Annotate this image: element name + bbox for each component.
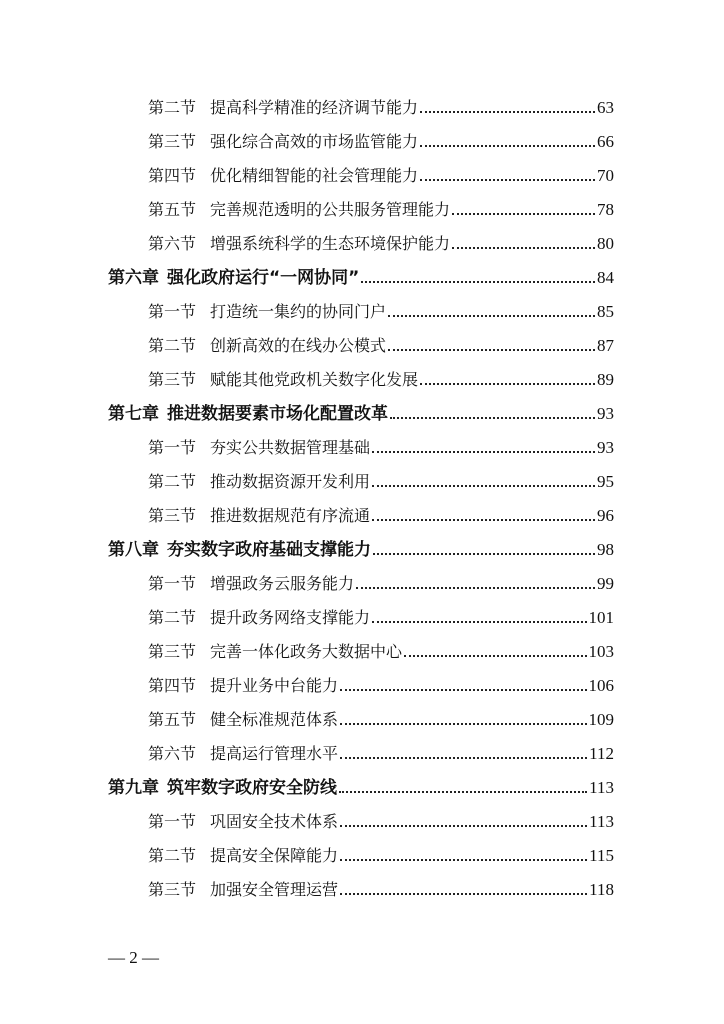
toc-entry-page: 93 (597, 438, 614, 457)
toc-entry[interactable] (0, 634, 724, 668)
toc-entry-title: 提高安全保障能力 (210, 846, 339, 865)
toc-entry-title: 推进数据规范有序流通 (210, 506, 371, 525)
toc-entry-title: 提升政务网络支撑能力 (210, 608, 371, 627)
toc-entry-page: 80 (597, 234, 614, 253)
toc-entry-title: 夯实公共数据管理基础 (210, 438, 371, 457)
toc-entry-page: 95 (597, 472, 614, 491)
toc-entry-page: 96 (597, 506, 614, 525)
toc-entry-label (148, 707, 338, 730)
toc-entry-page: 118 (589, 880, 614, 899)
toc-entry-label (108, 535, 371, 560)
dot-leader (373, 553, 595, 555)
dot-leader (340, 757, 587, 759)
toc-chapter-entry[interactable] (0, 260, 724, 294)
toc-entry-number: 第二节 (148, 608, 197, 627)
toc-entry[interactable] (0, 192, 724, 226)
toc-entry-page: 89 (597, 370, 614, 389)
toc-entry[interactable] (0, 226, 724, 260)
toc-entry-number: 第一节 (148, 574, 197, 593)
toc-entry-label (108, 773, 337, 798)
toc-chapter-title: 夯实数字政府基础支撑能力 (167, 540, 371, 560)
toc-entry[interactable] (0, 702, 724, 736)
toc-entry-label (148, 673, 338, 696)
toc-entry[interactable] (0, 498, 724, 532)
toc-entry-page: 106 (588, 676, 614, 695)
toc-entry-page: 99 (597, 574, 614, 593)
toc-entry-title: 加强安全管理运营 (210, 880, 339, 899)
toc-entry-number: 第三节 (148, 132, 197, 151)
toc-entry-page: 101 (588, 608, 614, 627)
toc-entry-number: 第四节 (148, 166, 197, 185)
toc-entry-number: 第三节 (148, 642, 197, 661)
dot-leader (404, 655, 586, 657)
dot-leader (388, 315, 595, 317)
toc-entry-page: 66 (597, 132, 614, 151)
dot-leader (340, 825, 587, 827)
toc-entry[interactable] (0, 668, 724, 702)
toc-entry-title: 提高运行管理水平 (210, 744, 339, 763)
toc-entry-title: 推动数据资源开发利用 (210, 472, 371, 491)
toc-entry-label (148, 571, 354, 594)
toc-entry-label (148, 197, 450, 220)
toc-chapter-number: 第六章 (108, 268, 159, 288)
toc-entry-title: 优化精细智能的社会管理能力 (210, 166, 419, 185)
toc-entry-number: 第六节 (148, 234, 197, 253)
toc-entry[interactable] (0, 600, 724, 634)
toc-entry-label (148, 435, 370, 458)
toc-chapter-title: 强化政府运行“一网协同” (167, 268, 360, 288)
toc-entry[interactable] (0, 566, 724, 600)
dot-leader (452, 247, 595, 249)
toc-entry-number: 第三节 (148, 370, 197, 389)
toc-entry-label (148, 469, 370, 492)
toc-entry[interactable] (0, 804, 724, 838)
toc-entry-label (148, 741, 338, 764)
toc-entry-page: 115 (589, 846, 614, 865)
toc-entry[interactable] (0, 294, 724, 328)
toc-entry[interactable] (0, 464, 724, 498)
toc-entry-label (148, 503, 370, 526)
page-number: — 2 — (108, 948, 159, 967)
dot-leader (372, 485, 595, 487)
dot-leader (340, 893, 587, 895)
toc-entry-label (148, 129, 418, 152)
dot-leader (340, 723, 586, 725)
toc-entry-number: 第三节 (148, 880, 197, 899)
toc-entry[interactable] (0, 158, 724, 192)
toc-entry-number: 第五节 (148, 710, 197, 729)
dot-leader (420, 145, 595, 147)
toc-entry-title: 完善一体化政务大数据中心 (210, 642, 403, 661)
toc-entry-page: 113 (589, 778, 614, 797)
toc-entry-page: 70 (597, 166, 614, 185)
toc-entry-page: 109 (588, 710, 614, 729)
toc-entry-label (148, 333, 386, 356)
toc-entry-label (148, 877, 338, 900)
toc-chapter-entry[interactable] (0, 396, 724, 430)
dot-leader (340, 689, 586, 691)
dot-leader (340, 859, 587, 861)
table-of-contents (0, 90, 724, 906)
toc-entry[interactable] (0, 736, 724, 770)
toc-chapter-entry[interactable] (0, 770, 724, 804)
dot-leader (388, 349, 595, 351)
toc-entry[interactable] (0, 90, 724, 124)
toc-entry-number: 第六节 (148, 744, 197, 763)
toc-chapter-number: 第七章 (108, 404, 159, 424)
toc-entry-number: 第二节 (148, 98, 197, 117)
toc-entry[interactable] (0, 838, 724, 872)
toc-entry-title: 创新高效的在线办公模式 (210, 336, 387, 355)
dot-leader (420, 111, 595, 113)
dot-leader (390, 417, 595, 419)
toc-entry-title: 打造统一集约的协同门户 (210, 302, 387, 321)
toc-entry-page: 93 (597, 404, 614, 423)
dot-leader (372, 519, 595, 521)
dot-leader (420, 179, 595, 181)
toc-entry-page: 84 (597, 268, 614, 287)
toc-entry-page: 113 (589, 812, 614, 831)
dot-leader (372, 621, 586, 623)
toc-entry[interactable] (0, 430, 724, 464)
toc-entry-label (108, 399, 388, 424)
toc-entry-label (148, 605, 370, 628)
toc-entry[interactable] (0, 872, 724, 906)
toc-entry-number: 第三节 (148, 506, 197, 525)
toc-entry-number: 第一节 (148, 812, 197, 831)
toc-entry-label (108, 263, 359, 288)
toc-entry-title: 增强系统科学的生态环境保护能力 (210, 234, 451, 253)
toc-entry-page: 85 (597, 302, 614, 321)
toc-chapter-number: 第九章 (108, 778, 159, 798)
toc-entry-number: 第一节 (148, 302, 197, 321)
toc-entry-page: 63 (597, 98, 614, 117)
toc-entry-number: 第一节 (148, 438, 197, 457)
toc-entry-title: 健全标准规范体系 (210, 710, 339, 729)
dot-leader (356, 587, 595, 589)
toc-entry-title: 赋能其他党政机关数字化发展 (210, 370, 419, 389)
toc-entry-title: 完善规范透明的公共服务管理能力 (210, 200, 451, 219)
toc-entry-title: 提高科学精准的经济调节能力 (210, 98, 419, 117)
toc-entry-number: 第二节 (148, 336, 197, 355)
toc-entry-label (148, 639, 402, 662)
toc-entry-page: 87 (597, 336, 614, 355)
toc-chapter-entry[interactable] (0, 532, 724, 566)
toc-entry-title: 巩固安全技术体系 (210, 812, 339, 831)
toc-entry[interactable] (0, 124, 724, 158)
toc-chapter-number: 第八章 (108, 540, 159, 560)
toc-entry-title: 强化综合高效的市场监管能力 (210, 132, 419, 151)
toc-entry-title: 提升业务中台能力 (210, 676, 339, 695)
toc-entry-title: 增强政务云服务能力 (210, 574, 355, 593)
dot-leader (420, 383, 595, 385)
dot-leader (361, 281, 595, 283)
toc-entry-number: 第二节 (148, 846, 197, 865)
toc-entry-label (148, 163, 418, 186)
dot-leader (372, 451, 595, 453)
toc-entry-label (148, 95, 418, 118)
toc-entry-page: 103 (588, 642, 614, 661)
toc-entry-label (148, 843, 338, 866)
toc-entry-label (148, 809, 338, 832)
toc-entry-page: 78 (597, 200, 614, 219)
toc-chapter-title: 推进数据要素市场化配置改革 (167, 404, 388, 424)
toc-entry-page: 112 (589, 744, 614, 763)
toc-entry[interactable] (0, 362, 724, 396)
toc-entry-label (148, 231, 450, 254)
dot-leader (452, 213, 595, 215)
toc-entry-number: 第二节 (148, 472, 197, 491)
dot-leader (339, 791, 587, 793)
toc-entry-page: 98 (597, 540, 614, 559)
toc-entry-label (148, 299, 386, 322)
toc-entry[interactable] (0, 328, 724, 362)
toc-entry-label (148, 367, 418, 390)
toc-entry-number: 第五节 (148, 200, 197, 219)
toc-entry-number: 第四节 (148, 676, 197, 695)
toc-chapter-title: 筑牢数字政府安全防线 (167, 778, 337, 798)
